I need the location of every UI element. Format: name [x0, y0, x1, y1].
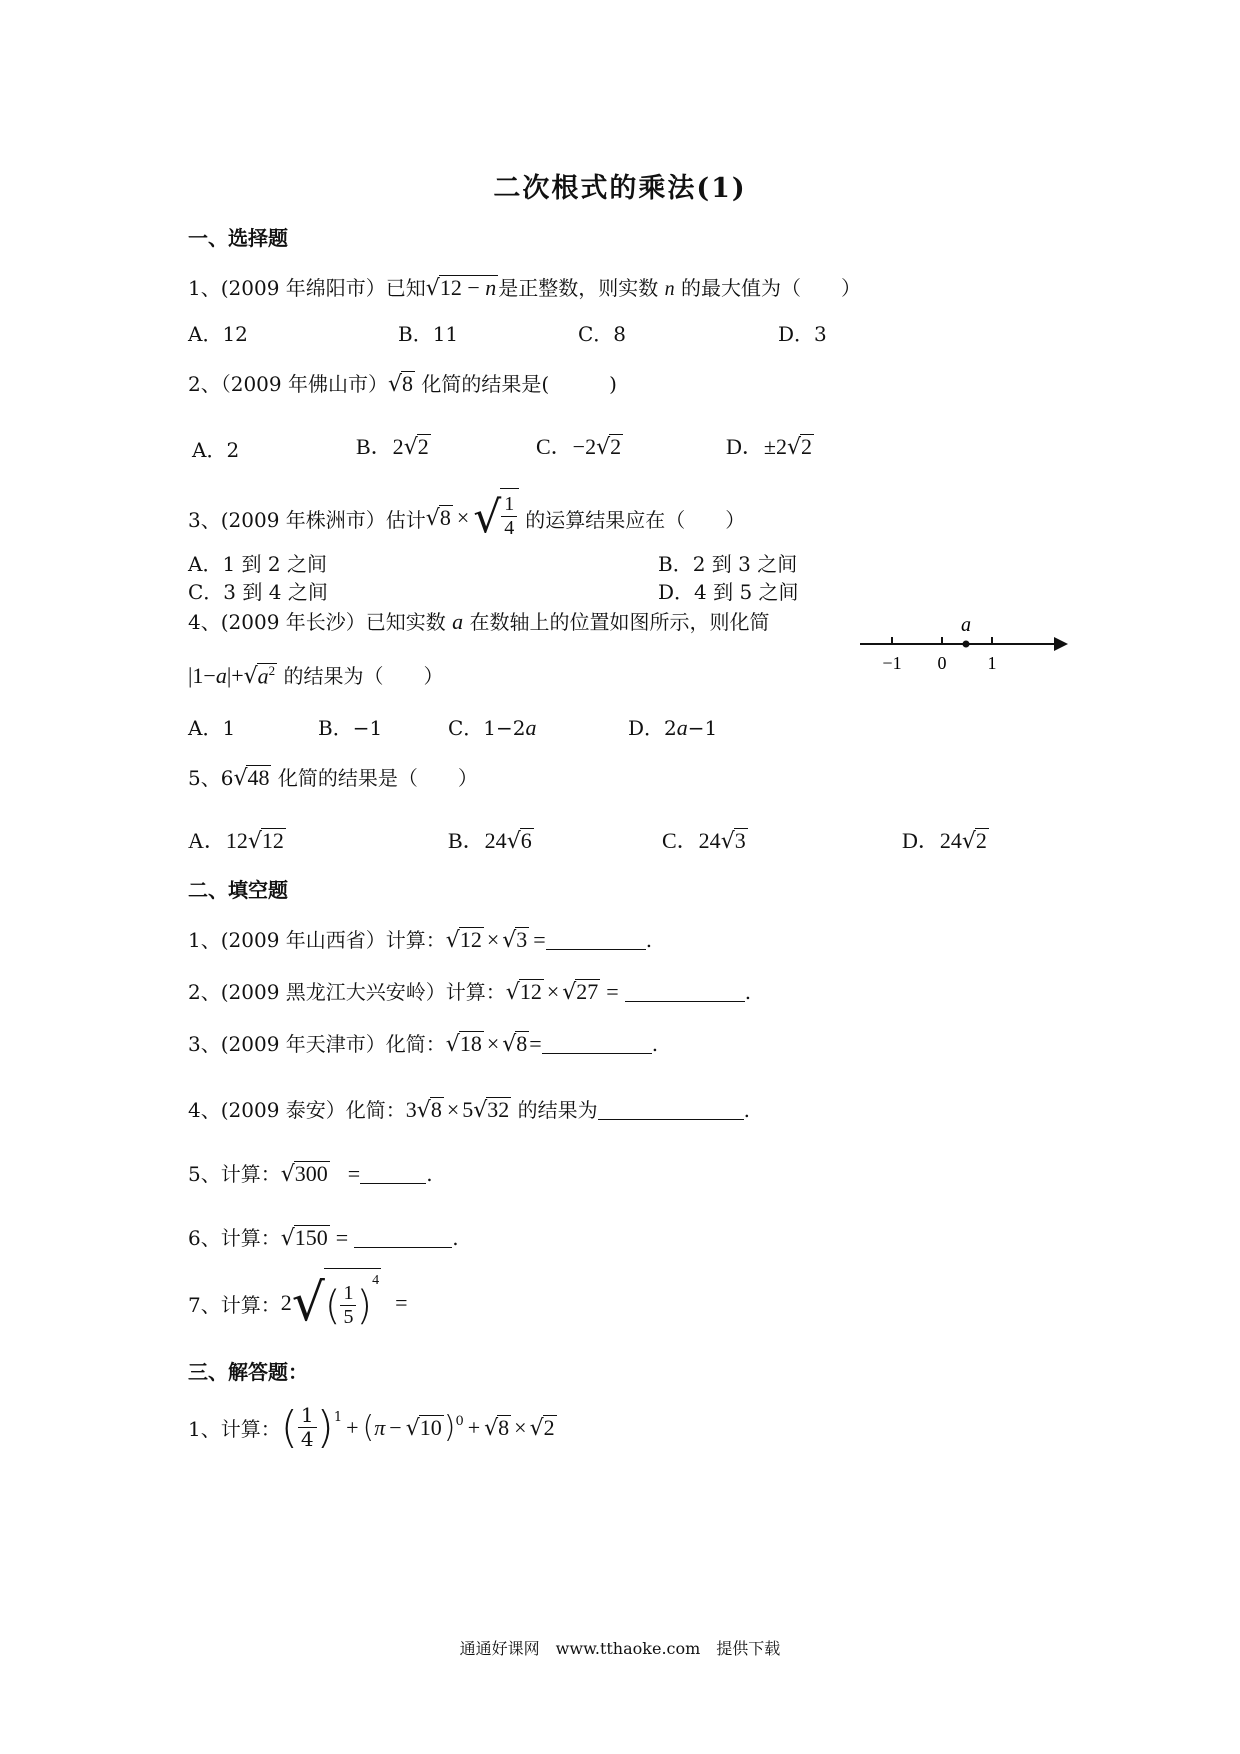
choice-q1-option-a: A．12 [188, 322, 248, 346]
choice-q5-radicand: 48 [247, 765, 270, 790]
fill-q5-answer-blank[interactable] [360, 1163, 426, 1184]
fill-q3-rad2: 8 [516, 1031, 528, 1056]
fill-q3: 3、(2009 年天津市）化简：√18 × √8= . [188, 1031, 659, 1057]
choice-q4-abs-close: |+ [226, 663, 244, 688]
number-line-arrow-icon [1054, 637, 1068, 651]
fill-q5-eq: = [347, 1161, 361, 1186]
fill-q1-eq: = [533, 927, 546, 952]
choice-q4-abs-var: a [215, 663, 227, 688]
fill-q1-rad2: 3 [516, 927, 528, 952]
choice-q2-option-a: A．2 [192, 438, 240, 462]
fill-q3-times: × [486, 1031, 500, 1056]
solve-q1: 1、计算： ( $\frac{1}{4}$ ) $^1$ + ( π − √10 ) $^0$ + √8 × √2 [188, 1402, 555, 1453]
fill-q7-prefix: 7、计算： [188, 1292, 281, 1317]
tick-label-minus-one: −1 [882, 653, 902, 673]
fill-q7-coef: 2 [280, 1290, 292, 1315]
choice-q1-suffix: 的最大值为（ ） [680, 276, 861, 300]
choice-q1: 1、(2009 年绵阳市）已知√12 − n 是正整数，则实数 n 的最大值为（ ） [188, 275, 861, 301]
fill-q6: 6、计算：√150 = . [188, 1225, 459, 1251]
fill-q4-answer-blank[interactable] [598, 1099, 744, 1120]
choice-q3-times: × [456, 505, 470, 530]
solve-q1-minus: − [389, 1414, 402, 1440]
tick-label-zero: 0 [937, 653, 947, 673]
fill-q3-eq: = [529, 1031, 542, 1056]
fill-q4-end: . [743, 1098, 750, 1122]
choice-q3-den: 4 [504, 517, 515, 539]
choice-q4-option-c: C．1−2a [448, 715, 537, 740]
choice-q4-option-d: D．2a−1 [628, 715, 718, 740]
fill-q1-rad1: 12 [459, 927, 482, 952]
solve-q1-num: 1 [298, 1404, 317, 1428]
fill-q5-rad: 300 [294, 1161, 328, 1186]
choice-q1-radicand: 12 − [439, 275, 486, 300]
solve-q1-rad1: 10 [419, 1414, 442, 1440]
choice-q3-radicand: 8 [439, 505, 451, 530]
solve-q1-times: × [514, 1414, 527, 1440]
fill-q4-rad1: 8 [430, 1097, 442, 1122]
fill-q1-answer-blank[interactable] [546, 929, 646, 950]
fill-q4-prefix: 4、(2009 泰安）化简： [188, 1098, 406, 1122]
choice-q4-rad-var: a [257, 663, 269, 688]
choice-q2-prefix: 2、（2009 年佛山市） [188, 372, 388, 396]
choice-q1-option-c: C．8 [578, 322, 627, 346]
fill-q5-prefix: 5、计算： [188, 1162, 281, 1186]
solve-q1-exp1: 1 [333, 1410, 343, 1425]
fill-q5-end: . [426, 1162, 433, 1186]
fill-q1: 1、(2009 年山西省）计算：√12 × √3 = . [188, 927, 653, 953]
section-choice-heading: 一、选择题 [188, 226, 288, 250]
choice-q2-suffix: 化简的结果是( ) [421, 372, 617, 396]
number-line-figure [858, 610, 1068, 680]
choice-q1-var: n [485, 275, 497, 300]
choice-q4-option-b: B．−1 [318, 716, 383, 740]
fill-q1-end: . [645, 928, 653, 952]
choice-q1-var2: n [664, 278, 675, 300]
solve-q1-rad2: 8 [498, 1414, 510, 1440]
choice-q2: 2、（2009 年佛山市）√8 化简的结果是( ) [188, 371, 617, 397]
point-a [963, 641, 970, 648]
choice-q4-line2: $|1-a|+√a^2$ 的结果为（ ） [188, 662, 444, 689]
fill-q4-coef1: 3 [405, 1097, 417, 1122]
fill-q2-rad2: 27 [576, 979, 599, 1004]
fill-q6-prefix: 6、计算： [188, 1226, 281, 1250]
choice-q4-rad-exp: 2 [268, 662, 276, 678]
fill-q3-end: . [651, 1032, 659, 1056]
choice-q2-option-c: C．−2√2 [536, 434, 622, 460]
fill-q4-times: × [446, 1097, 460, 1122]
point-a-label: a [961, 614, 971, 636]
fill-q2: 2、(2009 黑龙江大兴安岭）计算：√12 × √27 = . [188, 979, 752, 1005]
choice-q1-prefix: 1、(2009 年绵阳市）已知 [188, 276, 426, 300]
fill-q1-times: × [486, 927, 500, 952]
choice-q5-option-b: B．24√6 [448, 828, 532, 854]
fill-q7-num: 1 [340, 1282, 356, 1306]
choice-q3-option-b: B．2 到 3 之间 [658, 552, 798, 576]
choice-q3-prefix: 3、(2009 年株洲市）估计 [188, 507, 426, 532]
choice-q2-option-d: D．±2√2 [726, 434, 812, 460]
section-fill-heading: 二、填空题 [188, 878, 288, 902]
choice-q3-option-a: A．1 到 2 之间 [188, 552, 327, 576]
solve-q1-plus1: + [346, 1414, 359, 1440]
choice-q1-option-b: B．11 [398, 322, 459, 346]
fill-q7-exp: 4 [372, 1273, 380, 1288]
choice-q4-var: a [452, 609, 464, 634]
choice-q1-option-d: D．3 [778, 322, 827, 346]
choice-q2-option-b: B．2√2 [356, 434, 429, 460]
choice-q2-radicand: 8 [402, 371, 414, 396]
solve-q1-plus2: + [467, 1414, 481, 1440]
fill-q3-rad1: 18 [459, 1031, 482, 1056]
fill-q6-eq: = [335, 1225, 349, 1250]
section-solve-heading: 三、解答题： [188, 1360, 308, 1384]
fill-q3-answer-blank[interactable] [542, 1033, 652, 1054]
choice-q3-num: 1 [501, 493, 517, 517]
choice-q5-suffix: 化简的结果是（ ） [277, 766, 478, 790]
solve-q1-rad3: 2 [543, 1414, 555, 1440]
fill-q7-eq: = [395, 1290, 408, 1315]
choice-q4-abs-open: |1− [188, 663, 216, 688]
fill-q2-end: . [744, 980, 752, 1004]
fill-q6-rad: 150 [294, 1225, 328, 1250]
fill-q6-end: . [452, 1226, 459, 1250]
choice-q5-prefix: 5、6 [188, 766, 234, 790]
fill-q4-suffix: 的结果为 [517, 1098, 598, 1122]
choice-q3-suffix: 的运算结果应在（ ） [525, 507, 746, 532]
choice-q5-option-d: D．24√2 [902, 828, 987, 854]
fill-q2-prefix: 2、(2009 黑龙江大兴安岭）计算： [188, 980, 506, 1004]
choice-q5-option-a: A．12√12 [188, 828, 284, 854]
page-footer: 通通好课网 www.tthaoke.com 提供下载 [459, 1639, 781, 1658]
fill-q4-coef2: 5 [462, 1097, 474, 1122]
choice-q3-option-c: C．3 到 4 之间 [188, 580, 328, 604]
choice-q4-option-a: A．1 [188, 716, 236, 740]
solve-q1-exp2: 0 [455, 1414, 464, 1429]
choice-q4-suffix: 在数轴上的位置如图所示，则化简 [469, 610, 770, 634]
fill-q3-prefix: 3、(2009 年天津市）化简： [188, 1032, 446, 1056]
choice-q5-option-c: C．24√3 [662, 828, 746, 854]
solve-q1-pi: π [374, 1414, 386, 1440]
choice-q3-option-d: D．4 到 5 之间 [658, 580, 799, 604]
fill-q4: 4、(2009 泰安）化简：3√8 × 5√32 的结果为 . [188, 1097, 750, 1123]
choice-q4-prefix: 4、(2009 年长沙）已知实数 [188, 610, 446, 634]
fill-q6-answer-blank[interactable] [354, 1227, 452, 1248]
fill-q7-den: 5 [343, 1306, 354, 1328]
solve-q1-prefix: 1、计算： [188, 1417, 281, 1441]
fill-q2-eq: = [606, 979, 619, 1004]
fill-q4-rad2: 32 [487, 1097, 510, 1122]
fill-q2-rad1: 12 [519, 979, 542, 1004]
choice-q5: 5、6√48 化简的结果是（ ） [188, 765, 478, 791]
choice-q4 [188, 606, 770, 635]
page-title: 二次根式的乘法(1) [493, 173, 747, 204]
fill-q2-times: × [546, 979, 560, 1004]
fill-q2-answer-blank[interactable] [625, 981, 745, 1002]
fill-q7: 7、计算： 2 √ ( $\frac{1}{5}$ ) $^4$ = [188, 1268, 408, 1338]
fill-q5: 5、计算：√300 = . [188, 1161, 433, 1187]
choice-q3: 3、(2009 年株洲市）估计 √8 × √ $\frac{1}{4}$ 的运算结果应在（ ） [188, 488, 745, 548]
tick-label-one: 1 [987, 653, 997, 673]
choice-q1-mid: 是正整数，则实数 [498, 276, 659, 300]
fill-q1-prefix: 1、(2009 年山西省）计算： [188, 928, 446, 952]
choice-q4-line2-suffix: 的结果为（ ） [283, 664, 444, 688]
solve-q1-den: 4 [300, 1427, 314, 1451]
